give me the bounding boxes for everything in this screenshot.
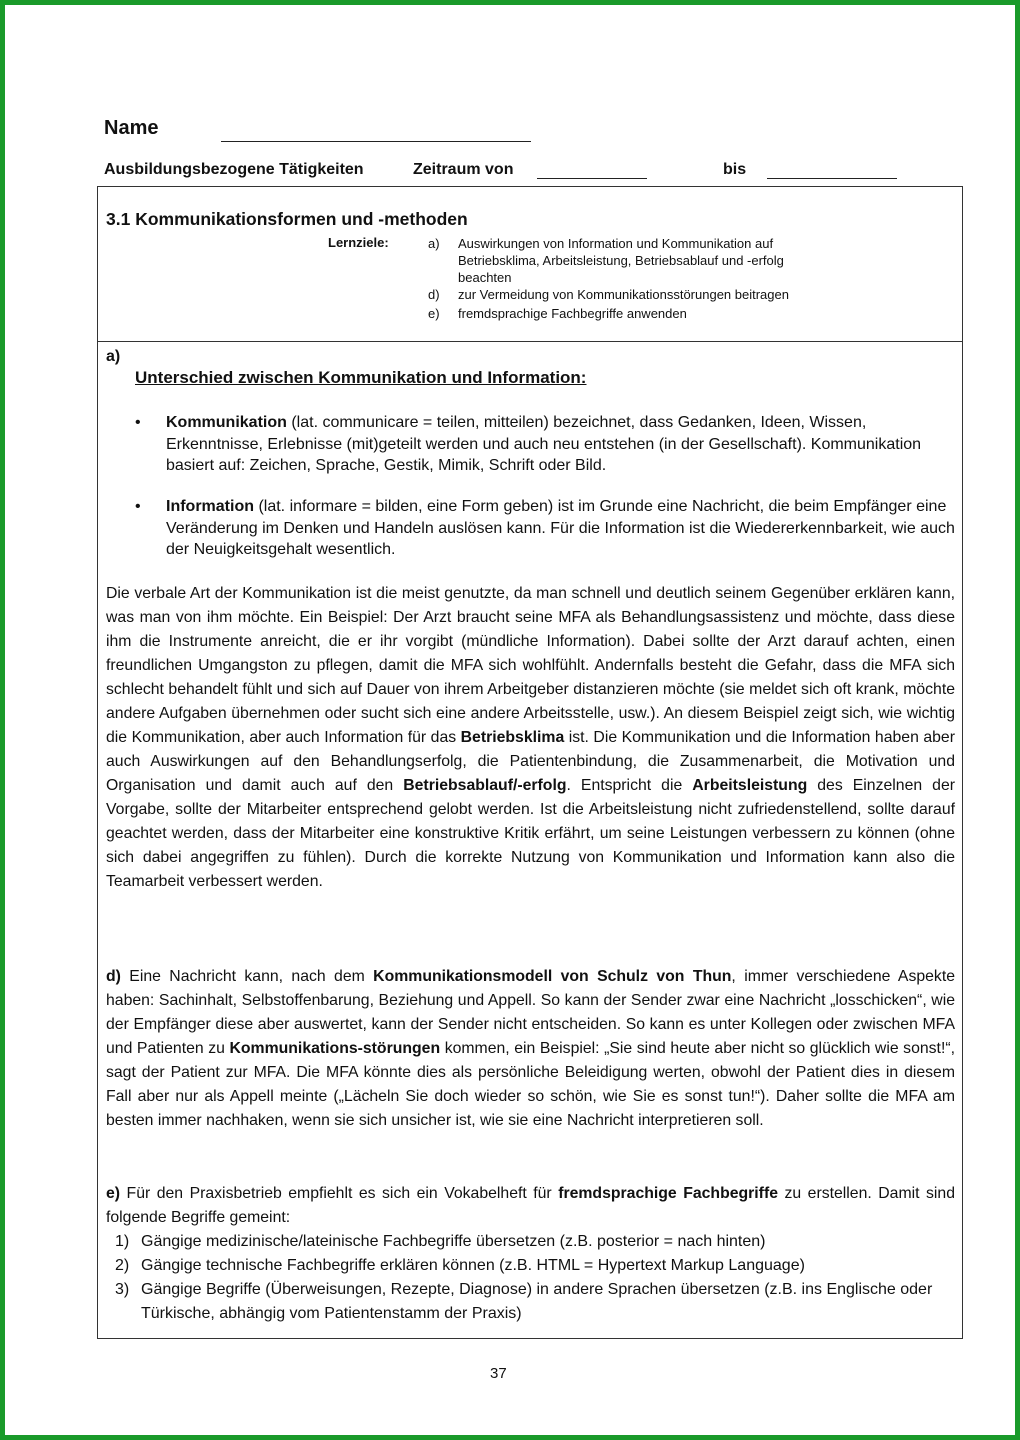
text-run: ist. Die Kommunikation und die Information haben aber auch Auswirkungen auf den Behandlungserfolg, die Patientenbindung, die Zusammenarbeit, die Motivation und Organisation und damit auch auf den <box>106 729 955 794</box>
lernziel-letter: d) <box>428 287 440 302</box>
bullet-description: (lat. informare = bilden, eine Form geben) ist im Grunde eine Nachricht, die beim Empfänger eine Veränderung im Denken und Handeln auslösen kann. Für die Information ist die Wiedererkennbarkeit, wie auch der Neuigkeitsgehalt wesentlich. <box>166 498 955 558</box>
lernziel-item <box>428 235 838 286</box>
lernziel-text: zur Vermeidung von Kommunikationsstörungen beitragen <box>458 287 789 302</box>
lernziel-letter: a) <box>428 236 440 251</box>
text-run: zu erstellen. Damit sind folgende Begriffe gemeint: <box>106 1185 955 1226</box>
paragraph-d <box>106 965 955 1133</box>
text-run: , immer verschiedene Aspekte haben: Sachinhalt, Selbstoffenbarung, Beziehung und Appell. So kann der Sender zwar eine Nachricht „losschicken“, wie der Empfänger diese aber auswertet, kann der Sender nicht entscheiden. So kann es unter Kollegen oder zwischen MFA und Patienten zu <box>106 968 955 1057</box>
bold-term: Betriebsklima <box>460 729 565 746</box>
section-title: 3.1 Kommunikationsformen und -methoden <box>106 209 468 229</box>
paragraph-main <box>106 582 955 894</box>
lernziel-text: Auswirkungen von Information und Kommunikation auf Betriebsklima, Arbeitsleistung, Betriebsablauf und -erfolg beachten <box>458 236 784 285</box>
list-number: 3) <box>115 1281 130 1298</box>
list-number: 2) <box>115 1257 130 1274</box>
bis-label: bis <box>723 161 747 178</box>
text-run: Für den Praxisbetrieb empfiehlt es sich ein Vokabelheft für <box>120 1185 559 1202</box>
page-number: 37 <box>490 1365 507 1382</box>
part-a-label: a) <box>106 348 121 365</box>
name-blank-line <box>221 141 531 142</box>
list-text: Gängige Begriffe (Überweisungen, Rezepte, Diagnose) in andere Sprachen übersetzen (z.B. ins Englische oder Türkische, abhängig vom Patientenstamm der Praxis) <box>141 1281 933 1322</box>
list-text: Gängige technische Fachbegriffe erklären können (z.B. HTML = Hypertext Markup Language) <box>141 1257 805 1274</box>
name-label: Name <box>104 117 159 139</box>
lernziel-item <box>428 286 838 303</box>
text-run: Eine Nachricht kann, nach dem <box>120 968 374 985</box>
bullet-dot-icon: • <box>135 498 141 515</box>
list-item <box>115 1254 955 1278</box>
lernziel-letter: e) <box>428 306 440 321</box>
lernziel-text: fremdsprachige Fachbegriffe anwenden <box>458 306 687 321</box>
list-item <box>115 1230 955 1254</box>
bold-term: Arbeitsleistung <box>692 777 808 794</box>
ausbildung-label: Ausbildungsbezogene Tätigkeiten <box>104 161 364 178</box>
paragraph-e <box>106 1182 955 1230</box>
list-item <box>115 1278 955 1326</box>
section-header-box <box>97 186 963 342</box>
sub-heading: Unterschied zwischen Kommunikation und Information: <box>135 368 587 387</box>
text-run: Die verbale Art der Kommunikation ist die meist genutzte, da man schnell und deutlich seinem Gegenüber erklären kann, was man von ihm möchte. Ein Beispiel: Der Arzt braucht seine MFA als Behandlungsassistenz und möchte, dass diese ihm die Instrumente anreicht, die er ihr vorgibt (mündliche Information). Dabei sollte der Arzt darauf achten, einen freundlichen Umgangston zu pflegen, damit die MFA sich wohlfühlt. Andernfalls besteht die Gefahr, dass die MFA sich schlecht behandelt fühlt und sich auf Dauer von ihrem Arbeitgeber distanzieren möchte (sie meldet sich oft krank, möchte andere Aufgaben übernehmen oder sucht sich eine andere Arbeitsstelle, usw.). An diesem Beispiel zeigt sich, wie wichtig die Kommunikation, aber auch Information für das <box>106 585 955 746</box>
bold-term: Kommunikationsmodell von Schulz von Thun <box>373 968 732 985</box>
bullet-dot-icon: • <box>135 414 141 431</box>
bis-blank-line <box>767 178 897 179</box>
text-run: . Entspricht die <box>566 777 693 794</box>
text-run: kommen, ein Beispiel: „Sie sind heute aber nicht so glücklich wie sonst!“, sagt der Patient zur MFA. Die MFA könnte dies als persönliche Beleidigung werten, obwohl der Patient dies in diesem Fall aber nur als Appell meinte („Lächeln Sie doch wieder so schön, wie Sie es sonst tun!“). Daher sollte die MFA am besten immer nachhaken, wenn sie sich unsicher ist, wie sie eine Nachricht interpretieren soll. <box>106 1040 955 1129</box>
bullet-text <box>166 496 956 561</box>
text-run: des Einzelnen der Vorgabe, sollte der Mitarbeiter entsprechend gelobt werden. Ist die Arbeitsleistung nicht zufriedenstellend, sollte darauf geachtet werden, dass der Mitarbeiter eine konstruktive Kritik erfährt, um seine Leistungen verbessern zu können (ohne sich dabei angegriffen zu fühlen). Durch die korrekte Nutzung von Kommunikation und Information kann also die Teamarbeit verbessert werden. <box>106 777 955 890</box>
bullet-term: Information <box>166 498 254 515</box>
zeitraum-label: Zeitraum von <box>413 161 514 178</box>
bullet-description: (lat. communicare = teilen, mitteilen) bezeichnet, dass Gedanken, Ideen, Wissen, Erkenntnisse, Erlebnisse (mit)geteilt werden und auch neu entstehen (in der Gesellschaft). Kommunikation basiert auf: Zeichen, Sprache, Gestik, Mimik, Schrift oder Bild. <box>166 414 922 474</box>
list-number: 1) <box>115 1233 130 1250</box>
bold-term: fremdsprachige Fachbegriffe <box>558 1185 778 1202</box>
lernziel-item <box>428 305 838 322</box>
content-box <box>97 341 963 1339</box>
list-text: Gängige medizinische/lateinische Fachbegriffe übersetzen (z.B. posterior = nach hinten) <box>141 1233 766 1250</box>
zeitraum-blank-line <box>537 178 647 179</box>
part-label: e) <box>106 1185 121 1202</box>
bold-term: Betriebsablauf/-erfolg <box>403 777 567 794</box>
part-label: d) <box>106 968 121 985</box>
bullet-term: Kommunikation <box>166 414 287 431</box>
bullet-text <box>166 412 956 477</box>
bold-term: Kommunikations-störungen <box>229 1040 441 1057</box>
lernziele-label: Lernziele: <box>328 235 389 250</box>
